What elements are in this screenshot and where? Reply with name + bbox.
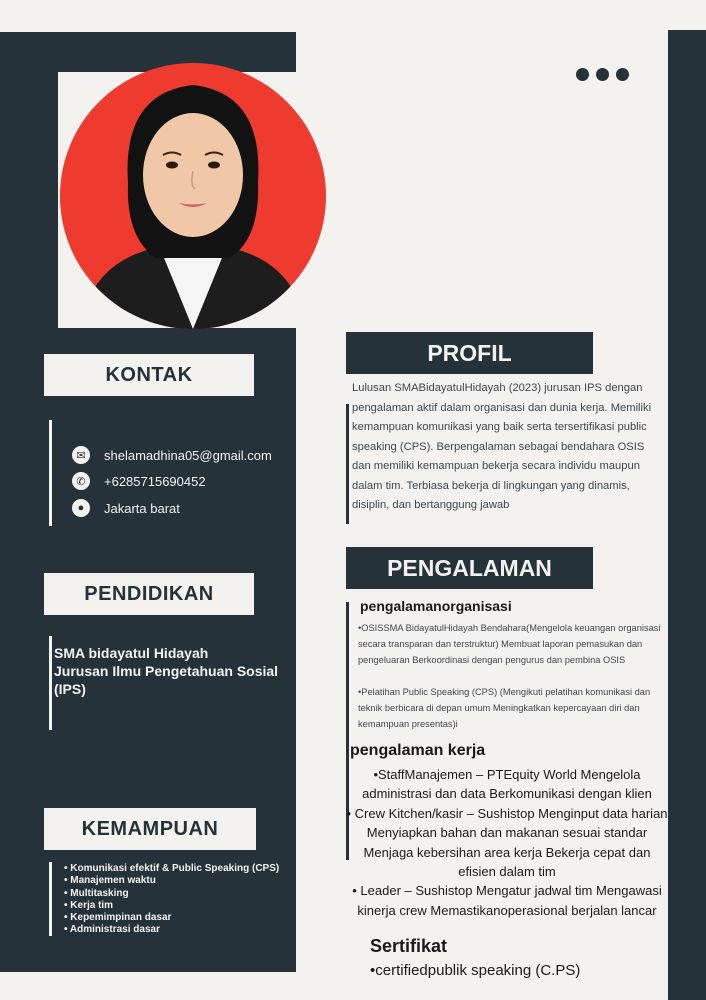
education-abbr: (IPS): [54, 681, 86, 697]
contact-heading: KONTAK: [44, 354, 254, 396]
contact-address: Jakarta barat: [104, 500, 180, 516]
skills-list: [64, 863, 279, 937]
dots-decoration: [576, 68, 629, 81]
education-details: [54, 644, 299, 698]
education-school: SMA bidayatul Hidayah: [54, 645, 209, 661]
dot: [616, 68, 629, 81]
org-experience-item-training: •Pelatihan Public Speaking (CPS) (Mengikuti pelatihan komunikasi dan teknik berbicara di depan umum Meningkatkan kepercayaan diri dan kemampuan presentas)i: [358, 687, 651, 729]
dot: [576, 68, 589, 81]
contact-divider-line: [49, 420, 52, 526]
education-divider-line: [49, 636, 52, 730]
skill-item: • Kepemimpinan dasar: [64, 912, 279, 924]
work-experience-list: [346, 765, 668, 920]
contact-email[interactable]: shelamadhina05@gmail.com: [104, 447, 272, 463]
profile-photo: [60, 63, 326, 329]
work-item-leader: • Leader – Sushistop Mengatur jadwal tim Mengawasi kinerja crew Memastikanoperasional berjalan lancar: [352, 883, 662, 918]
profile-summary: Lulusan SMABidayatulHidayah (2023) jurusan IPS dengan pengalaman aktif dalam organisasi dan dunia kerja. Memiliki kemampuan komunikasi yang baik serta tersertifikasi public speaking (CPS). Berpengalaman sebagai bendahara OSIS dan memiliki kemampuan bekerja secara individu maupun dalam tim. Terbiasa bekerja di lingkungan yang dinamis, disiplin, dan bertanggung jawab: [352, 382, 652, 511]
certificate-item: •certifiedpublik speaking (C.PS): [370, 962, 581, 979]
certificate-heading: Sertifikat: [370, 936, 448, 956]
contact-phone[interactable]: +6285715690452: [104, 473, 206, 489]
work-item-staff: •StaffManajemen – PTEquity World Mengelola administrasi dan data Berkomunikasi dengan klien: [362, 767, 652, 802]
profile-heading: PROFIL: [346, 332, 593, 374]
education-heading: PENDIDIKAN: [44, 573, 254, 615]
dot: [596, 68, 609, 81]
education-major: Jurusan Ilmu Pengetahuan Sosial: [54, 663, 279, 679]
org-experience-item-osis: •OSISSMA BidayatulHidayah Bendahara(Mengelola keuangan organisasi secara transparan dan terstruktur) Membuat laporan pemasukan dan pengeluaran Berkoordinasi dengan pengurus dan pembina OSIS: [358, 623, 661, 665]
location-pin-icon: ●: [72, 499, 90, 517]
contact-email-row: [72, 446, 272, 464]
work-experience-heading: pengalaman kerja: [350, 742, 486, 759]
skills-heading: KEMAMPUAN: [44, 808, 256, 850]
phone-icon: ✆: [72, 472, 90, 490]
skill-item: • Komunikasi efektif & Public Speaking (CPS): [64, 863, 279, 875]
org-experience-heading: pengalamanorganisasi: [360, 598, 512, 614]
contact-address-row: [72, 499, 180, 517]
skill-item: • Kerja tim: [64, 900, 279, 912]
skill-item: • Multitasking: [64, 888, 279, 900]
portrait-illustration: [60, 63, 326, 329]
skill-item: • Manajemen waktu: [64, 875, 279, 887]
skills-divider-line: [49, 862, 52, 936]
work-item-crew: • Crew Kitchen/kasir – Sushistop Menginput data harian Menyiapkan bahan dan makanan sesuai standar Menjaga kebersihan area kerja Bekerja cepat dan efisien dalam tim: [346, 805, 668, 880]
contact-phone-row: [72, 472, 206, 490]
profile-divider-line: [346, 404, 349, 524]
mail-icon: ✉: [72, 446, 90, 464]
right-decor-bar: [668, 30, 706, 1000]
skill-item: • Administrasi dasar: [64, 924, 279, 936]
experience-heading: PENGALAMAN: [346, 547, 593, 589]
